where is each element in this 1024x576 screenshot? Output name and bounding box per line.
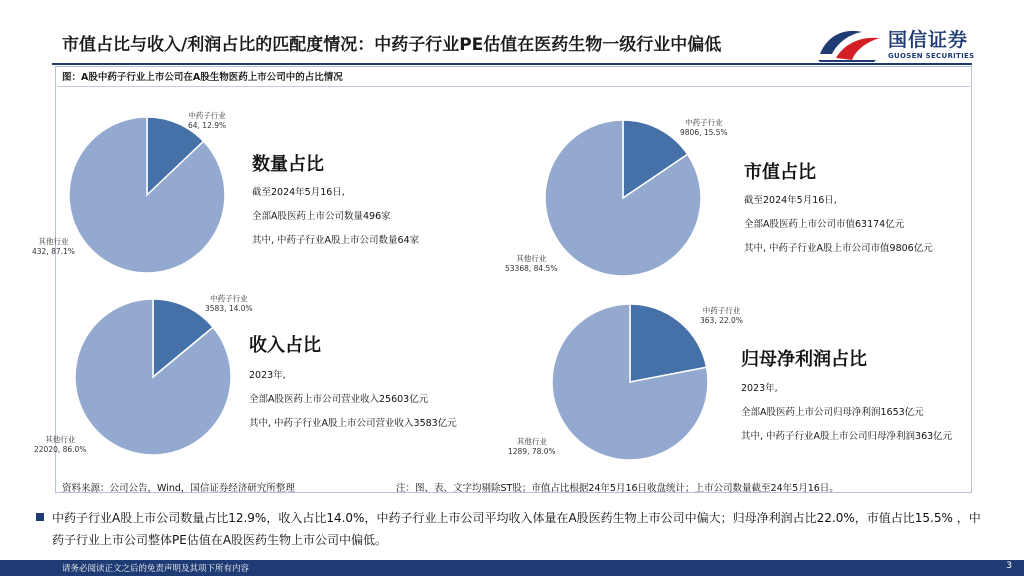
block4-line: 2023年, bbox=[741, 383, 778, 394]
figure-caption: 图：A股中药子行业上市公司在A股生物医药上市公司中的占比情况 bbox=[62, 72, 343, 83]
block2-line: 全部A股医药上市公司市值63174亿元 bbox=[744, 219, 905, 230]
chart4-other-label: 其他行业 1289, 78.0% bbox=[508, 437, 556, 456]
block3-title: 收入占比 bbox=[249, 335, 321, 356]
bullet-square-icon bbox=[36, 513, 44, 521]
block4-line: 其中, 中药子行业A股上市公司归母净利润363亿元 bbox=[741, 431, 953, 442]
block2-line: 截至2024年5月16日, bbox=[744, 195, 837, 206]
page-number: 3 bbox=[1006, 561, 1012, 571]
chart3-other-label: 其他行业 22020, 86.0% bbox=[34, 435, 87, 454]
block3-line: 全部A股医药上市公司营业收入25603亿元 bbox=[249, 394, 429, 405]
block2-title: 市值占比 bbox=[744, 162, 816, 183]
block3-line: 其中, 中药子行业A股上市公司营业收入3583亿元 bbox=[249, 418, 457, 429]
block4-line: 全部A股医药上市公司归母净利润1653亿元 bbox=[741, 407, 924, 418]
chart3-main-label: 中药子行业 3583, 14.0% bbox=[205, 294, 253, 313]
block4-title: 归母净利润占比 bbox=[741, 349, 867, 370]
block2-line: 其中, 中药子行业A股上市公司市值9806亿元 bbox=[744, 243, 933, 254]
chart1-main-label: 中药子行业 64, 12.9% bbox=[188, 111, 227, 130]
source-note: 资料来源：公司公告，Wind，国信证券经济研究所整理 bbox=[62, 483, 295, 494]
logo-chinese-text: 国信证券 bbox=[888, 29, 969, 51]
block1-title: 数量占比 bbox=[252, 154, 324, 175]
disclaimer-text: 请务必阅读正文之后的免责声明及其项下所有内容 bbox=[62, 564, 250, 574]
chart2-main-label: 中药子行业 9806, 15.5% bbox=[680, 118, 728, 137]
footnote: 注：图、表、文字均剔除ST股；市值占比根据24年5月16日收盘统计；上市公司数量截至24年5月16日。 bbox=[396, 483, 839, 494]
chart1-other-label: 其他行业 432, 87.1% bbox=[32, 237, 75, 256]
logo-english-text: GUOSEN SECURITIES bbox=[888, 52, 975, 60]
summary-text: 中药子行业A股上市公司数量占比12.9%，收入占比14.0%，中药子行业上市公司平均收入体量在A股医药生物上市公司中偏大；归母净利润占比22.0%，市值占比15.5% ，中药子行业上市公司整体PE估值在A股医药生物上市公司中偏低。 bbox=[52, 511, 981, 547]
block1-line: 全部A股医药上市公司数量496家 bbox=[252, 211, 391, 222]
block3-line: 2023年, bbox=[249, 370, 286, 381]
chart4-main-label: 中药子行业 363, 22.0% bbox=[700, 306, 743, 325]
block1-line: 截至2024年5月16日, bbox=[252, 187, 345, 198]
page-title: 市值占比与收入/利润占比的匹配度情况：中药子行业PE估值在医药生物一级行业中偏低 bbox=[62, 35, 722, 55]
chart2-other-label: 其他行业 53368, 84.5% bbox=[505, 254, 558, 273]
block1-line: 其中, 中药子行业A股上市公司数量64家 bbox=[252, 235, 420, 246]
